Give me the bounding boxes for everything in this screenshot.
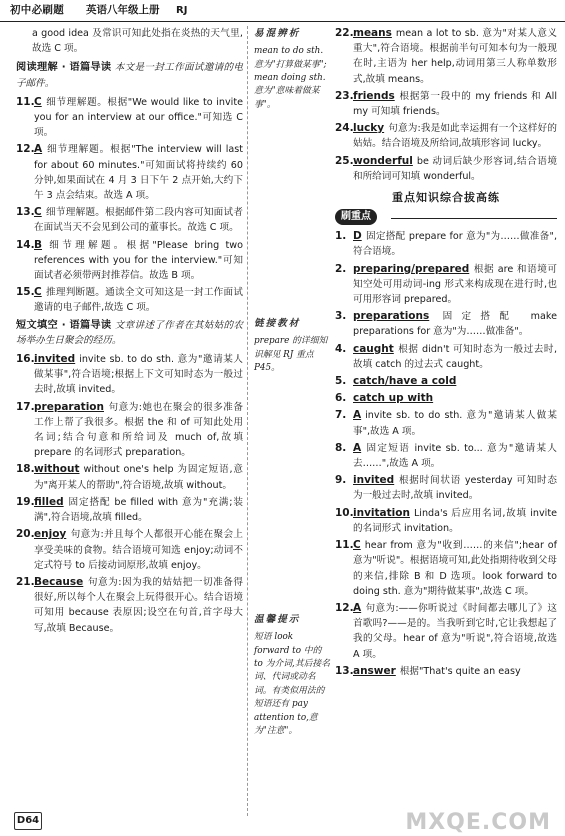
item-answer: without [34, 463, 80, 476]
answer-item [16, 400, 243, 461]
item-explanation: 句意为:并且每个人都很开心能在聚会上享受美味的食物。结合语境可知选 enjoy;动词不定式符号 to 后接动词原形,故填 enjoy。 [34, 529, 243, 571]
item-answer: B [34, 238, 43, 251]
item-number: 4. [335, 342, 347, 355]
item-answer: invited [353, 474, 395, 487]
item-answer: preparations [353, 310, 430, 323]
item-explanation: Linda's 后应用名词,故填 invite 的名词形式 invitation。 [353, 507, 557, 534]
item-answer: C [34, 286, 42, 299]
answer-item [335, 538, 557, 599]
answer-item [335, 121, 557, 151]
item-answer: lucky [353, 122, 385, 135]
answer-item [335, 408, 557, 438]
answer-item [335, 229, 557, 259]
item-answer: C [353, 539, 361, 552]
section-reading-header [16, 60, 243, 90]
badge-rule [391, 218, 557, 219]
answer-item [335, 154, 557, 184]
section-title: 阅读理解 · 语篇导读 [16, 62, 112, 74]
cloze-answers [16, 352, 243, 636]
item-answer: A [353, 409, 362, 422]
item-explanation: be 动词后缺少形容词,结合语境和所给词可知填 wonderful。 [353, 155, 557, 182]
item-number: 22. [335, 27, 354, 39]
answer-item [16, 95, 243, 141]
answer-item [335, 342, 557, 372]
item-explanation: 固定搭配 be filled with 意为"充满;装满",符合语境,故填 filled。 [34, 496, 243, 524]
item-explanation: 句意为:她也在聚会的很多准备工作上帮了我很多。根据 the 和 of 可知此处用名词;结合句意和所给词及 much of,故填 prepare 的名词形式 preparation。 [34, 401, 243, 459]
item-explanation: 根据"That's quite an easy [399, 665, 521, 677]
item-answer: A [353, 601, 362, 614]
note-body: prepare 的详细知识解见 RJ 重点 P45。 [254, 336, 328, 374]
item-number: 1. [335, 230, 347, 243]
note-title: 温馨提示 [254, 614, 301, 625]
item-answer: A [353, 441, 362, 454]
note-body: 短语 look forward to 中的 to 为介词,其后接名词、代词或动名词。有类似用法的短语还有 pay attention to,意为"注意"。 [254, 632, 331, 737]
answer-item [16, 352, 243, 398]
item-number: 12. [16, 143, 35, 156]
item-number: 13. [16, 206, 35, 219]
item-number: 6. [335, 392, 347, 405]
item-number: 15. [16, 286, 35, 299]
page-number: D64 [14, 812, 42, 830]
item-explanation: without one's help 为固定短语,意为"离开某人的帮助",符合语境,故填 without。 [34, 464, 243, 491]
answer-item [16, 238, 243, 284]
item-explanation: 根据 are 和语境可知空处可用动词-ing 形式来构成现在进行时,也可用形容词 prepared。 [353, 263, 557, 306]
answer-item [335, 391, 557, 406]
right-column [335, 26, 557, 681]
item-answer: enjoy [34, 528, 67, 541]
item-answer: caught [353, 342, 394, 355]
item-number: 12. [335, 601, 354, 614]
item-answer: invited [34, 353, 76, 366]
answer-item [16, 142, 243, 203]
item-number: 19. [16, 495, 35, 508]
item-answer: D [353, 230, 362, 243]
item-answer: preparation [34, 400, 104, 413]
reading-answers [16, 95, 243, 316]
item-answer: catch/have a cold [353, 375, 457, 388]
item-number: 9. [335, 474, 347, 487]
section-guide: 本文是一封工作面试邀请的电子邮件。 [16, 62, 243, 89]
edition-label: RJ [176, 5, 188, 16]
item-number: 2. [335, 262, 347, 275]
item-explanation: mean a lot to sb. 意为"对某人意义重大",符合语境。根据前半句可知本句为一般现在时,主语为 her help,动词用第三人称单数形式,故填 means。 [353, 28, 557, 85]
answer-item [335, 601, 557, 662]
item-explanation: 句意为:——你听说过《时间都去哪儿了》这首歌吗?——是的。当我听到它时,它让我想起了我的父母。hear of 意为"听说",符合语境,故选 A 项。 [353, 602, 557, 660]
item-number: 25. [335, 154, 354, 167]
answer-item [16, 527, 243, 573]
key-points-badge: 刷重点 [335, 209, 377, 225]
item-explanation: 固定短语 invite sb. to... 意为"邀请某人去……",故选 A 项。 [353, 442, 557, 470]
watermark: MXQE.COM [405, 809, 551, 835]
item-explanation: 固定搭配 make preparations for 意为"为……做准备"。 [353, 311, 557, 338]
answer-item [16, 205, 243, 235]
item-explanation: 句意为:因为我的姑姑把一切准备得很好,所以每个人在聚会上玩得很开心。结合语境可知用 because 表原因;设空在句首,首字母大写,故填 Because。 [34, 576, 243, 634]
note-textbook-link [254, 316, 330, 375]
item-number: 17. [16, 400, 35, 413]
note-confusable [254, 26, 330, 112]
answer-item [335, 262, 557, 308]
badge-row [335, 209, 557, 227]
item-number: 8. [335, 441, 347, 454]
item-explanation: 推理判断题。通读全文可知这是一封工作面试邀请的电子邮件,故选 C 项。 [34, 287, 243, 314]
item-explanation: 细节理解题。根据"The interview will last for about 60 minutes."可知面试将持续约 60 分钟,如果面试在 4 月 3 日下午 2 点开始,大约下午 3 点会结束。故选 A 项。 [34, 144, 243, 202]
item-explanation: 固定搭配 prepare for 意为"为……做准备",符合语境。 [353, 231, 557, 258]
section-cloze-header [16, 318, 243, 348]
item-answer: means [353, 27, 392, 39]
series-title: 初中必刷题 [10, 4, 64, 16]
answer-item [335, 441, 557, 471]
answer-item [16, 462, 243, 492]
practice-title: 重点知识综合拔高练 [392, 191, 500, 205]
item-number: 23. [335, 89, 354, 102]
item-answer: filled [34, 495, 64, 508]
continued-text: a good idea 及常识可知此处指在炎热的天气里,故选 C 项。 [32, 28, 243, 55]
item-number: 10. [335, 506, 354, 519]
item-number: 11. [335, 539, 354, 552]
item-answer: invitation [353, 506, 410, 519]
item-number: 11. [16, 95, 35, 108]
page-header [0, 0, 565, 22]
item-explanation: 细节理解题。根据"Please bring two references with you for the interview."可知面试者必须带两封推荐信。故选 B 项。 [34, 239, 243, 282]
item-answer: catch up with [353, 392, 434, 405]
answer-item [16, 285, 243, 315]
item-number: 7. [335, 409, 347, 422]
item-number: 20. [16, 528, 35, 541]
item-explanation: 句意为:我是如此幸运拥有一个这样好的姑姑。结合语境及所给词,故填形容词 lucky。 [353, 123, 557, 150]
item-explanation: 细节理解题。根据"We would like to invite you for an interview at our office."可知选 C 项。 [34, 96, 243, 139]
section-title: 短文填空 · 语篇导读 [16, 319, 112, 331]
item-answer: preparing/prepared [353, 262, 470, 275]
item-number: 14. [16, 238, 35, 251]
item-answer: answer [353, 664, 396, 677]
item-explanation: 根据 didn't 可知时态为一般过去时,故填 catch 的过去式 caught。 [353, 343, 557, 370]
item-number: 18. [16, 463, 35, 476]
item-number: 13. [335, 664, 354, 677]
item-number: 5. [335, 375, 347, 388]
practice-answers [335, 229, 557, 679]
item-explanation: invite sb. to do sth. 意为"邀请某人做某事",符合语境;根据上下文可知时态为一般过去时,故填 invited。 [34, 354, 243, 396]
item-answer: friends [353, 89, 395, 102]
item-number: 21. [16, 575, 35, 588]
item-number: 16. [16, 353, 35, 366]
item-answer: A [34, 143, 43, 156]
item-explanation: 根据时间状语 yesterday 可知时态为一般过去时,故填 invited。 [353, 475, 557, 502]
answer-item [335, 26, 557, 87]
course-title: 英语八年级上册 [86, 4, 160, 16]
answer-item [335, 89, 557, 119]
section-guide: 文章讲述了作者在其姑姑的农场举办生日聚会的经历。 [16, 319, 243, 346]
item-answer: C [34, 95, 42, 108]
answer-item [335, 309, 557, 339]
item-explanation: 细节理解题。根据邮件第二段内容可知面试者在面试当天不会见到公司的董事长。故选 C 项。 [34, 207, 243, 234]
answer-item [16, 495, 243, 525]
note-tip [254, 612, 330, 738]
item-number: 24. [335, 122, 354, 135]
item-number: 3. [335, 310, 347, 323]
note-title: 链接教材 [254, 318, 301, 329]
item-explanation: invite sb. to do sth. 意为"邀请某人做某事",故选 A 项。 [353, 410, 557, 437]
item-answer: Because [34, 575, 84, 588]
answer-item [335, 473, 557, 503]
cloze-answers-continued [335, 26, 557, 184]
answer-item [16, 575, 243, 636]
answer-item [335, 664, 557, 679]
item-explanation: hear from 意为"收到……的来信";hear of 意为"听说"。根据语境可知,此处指期待收到父母的来信,排除 B 和 D 选项。look forward to doing sth. 意为"期待做某事",故选 C 项。 [353, 540, 557, 597]
item-explanation: 根据第一段中的 my friends 和 All my 可知填 friends。 [353, 90, 557, 118]
item-answer: wonderful [353, 154, 413, 167]
column-divider [247, 26, 248, 816]
left-column [16, 26, 243, 638]
answer-item [335, 374, 557, 389]
note-title: 易混辨析 [254, 28, 301, 39]
item-answer: C [34, 206, 42, 219]
answer-item [335, 506, 557, 536]
note-body: mean to do sth. 意为"打算做某事"; mean doing sth. 意为"意味着做某事"。 [254, 46, 327, 110]
